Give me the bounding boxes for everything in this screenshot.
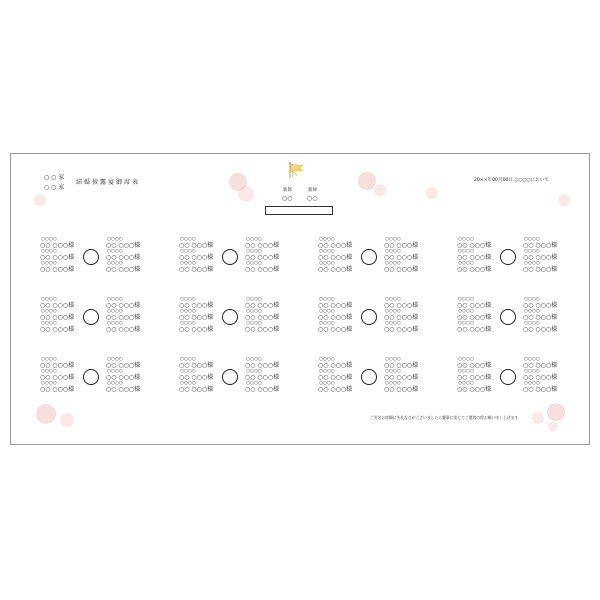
bokeh-decoration xyxy=(533,413,543,423)
guest-title: ○○○○ xyxy=(41,369,57,374)
guest-entry xyxy=(384,262,424,274)
guest-entry xyxy=(523,322,563,334)
guest-title: ○○○○ xyxy=(319,321,335,326)
guest-title: ○○○○ xyxy=(107,369,123,374)
guest-name: ○○ ○○○様 xyxy=(106,254,141,261)
guest-name: ○○ ○○○様 xyxy=(245,266,280,273)
guest-name: ○○ ○○○様 xyxy=(40,254,75,261)
guest-title: ○○○○ xyxy=(319,297,335,302)
guest-title: ○○○○ xyxy=(41,261,57,266)
guest-entry xyxy=(106,322,146,334)
bokeh-decoration xyxy=(359,173,375,189)
guest-name: ○○ ○○○様 xyxy=(384,326,419,333)
guest-title: ○○○○ xyxy=(41,357,57,362)
guest-entry xyxy=(106,262,146,274)
guest-name: ○○ ○○○様 xyxy=(40,374,75,381)
guest-name: ○○ ○○○様 xyxy=(318,266,353,273)
guest-entry xyxy=(457,382,497,394)
round-table-icon xyxy=(500,369,516,385)
round-table-icon xyxy=(361,309,377,325)
guest-name: ○○ ○○○様 xyxy=(523,266,558,273)
guest-entry xyxy=(40,382,80,394)
guest-name: ○○ ○○○様 xyxy=(318,326,353,333)
guest-name: ○○ ○○○様 xyxy=(457,362,492,369)
guest-title: ○○○○ xyxy=(458,369,474,374)
guest-name: ○○ ○○○様 xyxy=(179,302,214,309)
guest-name: ○○ ○○○様 xyxy=(523,362,558,369)
guest-title: ○○○○ xyxy=(458,249,474,254)
guest-name: ○○ ○○○様 xyxy=(457,302,492,309)
guest-name: ○○ ○○○様 xyxy=(40,314,75,321)
guest-title: ○○○○ xyxy=(180,381,196,386)
guest-name: ○○ ○○○様 xyxy=(245,374,280,381)
guest-title: ○○○○ xyxy=(180,237,196,242)
guest-name: ○○ ○○○様 xyxy=(106,242,141,249)
guest-title: ○○○○ xyxy=(41,381,57,386)
guest-title: ○○○○ xyxy=(319,357,335,362)
guest-entry xyxy=(106,382,146,394)
guest-title: ○○○○ xyxy=(41,297,57,302)
guest-title: ○○○○ xyxy=(107,297,123,302)
guest-name: ○○ ○○○様 xyxy=(179,386,214,393)
guest-title: ○○○○ xyxy=(458,321,474,326)
round-table-icon xyxy=(222,249,238,265)
bride-name: ○○ xyxy=(307,195,318,202)
guest-title: ○○○○ xyxy=(385,321,401,326)
guest-title: ○○○○ xyxy=(319,249,335,254)
guest-name: ○○ ○○○様 xyxy=(457,254,492,261)
bokeh-decoration xyxy=(61,414,73,426)
guest-title: ○○○○ xyxy=(180,297,196,302)
guest-entry xyxy=(318,382,358,394)
guest-title: ○○○○ xyxy=(180,357,196,362)
guest-name: ○○ ○○○様 xyxy=(179,326,214,333)
guest-title: ○○○○ xyxy=(524,297,540,302)
guest-title: ○○○○ xyxy=(246,357,262,362)
guest-name: ○○ ○○○様 xyxy=(384,254,419,261)
guest-entry xyxy=(457,262,497,274)
guest-title: ○○○○ xyxy=(385,297,401,302)
bokeh-decoration xyxy=(549,422,557,430)
round-table-icon xyxy=(83,249,99,265)
guest-entry xyxy=(318,262,358,274)
guest-title: ○○○○ xyxy=(524,357,540,362)
guest-name: ○○ ○○○様 xyxy=(523,242,558,249)
guest-name: ○○ ○○○様 xyxy=(179,362,214,369)
round-table-icon xyxy=(222,369,238,385)
guest-title: ○○○○ xyxy=(524,249,540,254)
guest-name: ○○ ○○○様 xyxy=(106,374,141,381)
guest-name: ○○ ○○○様 xyxy=(523,254,558,261)
guest-name: ○○ ○○○様 xyxy=(106,314,141,321)
guest-name: ○○ ○○○様 xyxy=(245,326,280,333)
guest-title: ○○○○ xyxy=(385,369,401,374)
guest-title: ○○○○ xyxy=(385,237,401,242)
guest-entry xyxy=(457,322,497,334)
guest-title: ○○○○ xyxy=(107,357,123,362)
round-table-icon xyxy=(361,249,377,265)
round-table-icon xyxy=(83,369,99,385)
guest-entry xyxy=(245,382,285,394)
guest-title: ○○○○ xyxy=(246,237,262,242)
guest-name: ○○ ○○○様 xyxy=(523,326,558,333)
guest-title: ○○○○ xyxy=(385,261,401,266)
guest-name: ○○ ○○○様 xyxy=(179,314,214,321)
guest-name: ○○ ○○○様 xyxy=(318,242,353,249)
guest-name: ○○ ○○○様 xyxy=(106,326,141,333)
groom-label: 新郎 xyxy=(283,188,292,193)
banner-illustration xyxy=(286,161,308,179)
guest-title: ○○○○ xyxy=(246,369,262,374)
guest-entry xyxy=(179,322,219,334)
guest-title: ○○○○ xyxy=(458,381,474,386)
guest-title: ○○○○ xyxy=(524,261,540,266)
round-table-icon xyxy=(222,309,238,325)
guest-name: ○○ ○○○様 xyxy=(384,302,419,309)
guest-name: ○○ ○○○様 xyxy=(384,266,419,273)
guest-name: ○○ ○○○様 xyxy=(40,362,75,369)
guest-name: ○○ ○○○様 xyxy=(318,302,353,309)
guest-title: ○○○○ xyxy=(458,309,474,314)
guest-name: ○○ ○○○様 xyxy=(384,362,419,369)
guest-name: ○○ ○○○様 xyxy=(318,362,353,369)
guest-name: ○○ ○○○様 xyxy=(40,302,75,309)
guest-entry xyxy=(40,322,80,334)
guest-name: ○○ ○○○様 xyxy=(106,386,141,393)
guest-title: ○○○○ xyxy=(524,369,540,374)
guest-title: ○○○○ xyxy=(180,309,196,314)
guest-table xyxy=(318,298,428,336)
guest-title: ○○○○ xyxy=(41,249,57,254)
guest-title: ○○○○ xyxy=(524,321,540,326)
guest-name: ○○ ○○○様 xyxy=(318,314,353,321)
guest-title: ○○○○ xyxy=(246,321,262,326)
guest-name: ○○ ○○○様 xyxy=(384,374,419,381)
guest-title: ○○○○ xyxy=(107,381,123,386)
groom-name: ○○ xyxy=(282,195,293,202)
guest-name: ○○ ○○○様 xyxy=(245,302,280,309)
footer-note: ご芳名お席順に失礼な点がございましたら慶事に免じてご寛容の程お願い申し上げます xyxy=(370,415,519,420)
guest-table xyxy=(457,298,567,336)
guest-name: ○○ ○○○様 xyxy=(457,326,492,333)
guest-entry xyxy=(384,382,424,394)
round-table-icon xyxy=(361,369,377,385)
guest-entry xyxy=(179,382,219,394)
guest-name: ○○ ○○○様 xyxy=(318,374,353,381)
guest-title: ○○○○ xyxy=(319,237,335,242)
guest-title: ○○○○ xyxy=(246,297,262,302)
bokeh-decoration xyxy=(375,185,385,195)
guest-title: ○○○○ xyxy=(107,309,123,314)
guest-table xyxy=(457,238,567,276)
head-table xyxy=(265,206,333,215)
guest-title: ○○○○ xyxy=(41,237,57,242)
guest-table xyxy=(179,298,289,336)
guest-name: ○○ ○○○様 xyxy=(457,242,492,249)
guest-entry xyxy=(523,382,563,394)
guest-title: ○○○○ xyxy=(246,381,262,386)
guest-entry xyxy=(245,262,285,274)
guest-title: ○○○○ xyxy=(458,357,474,362)
guest-entry xyxy=(179,262,219,274)
guest-table xyxy=(457,358,567,396)
family-name-2: ○ ○ 家 xyxy=(44,184,65,191)
guest-name: ○○ ○○○様 xyxy=(179,266,214,273)
guest-name: ○○ ○○○様 xyxy=(523,314,558,321)
guest-title: ○○○○ xyxy=(385,309,401,314)
guest-title: ○○○○ xyxy=(458,297,474,302)
guest-title: ○○○○ xyxy=(180,321,196,326)
guest-table xyxy=(318,238,428,276)
guest-title: ○○○○ xyxy=(180,369,196,374)
guest-name: ○○ ○○○様 xyxy=(179,254,214,261)
guest-name: ○○ ○○○様 xyxy=(106,362,141,369)
guest-title: ○○○○ xyxy=(319,381,335,386)
bokeh-decoration xyxy=(37,405,55,423)
guest-table xyxy=(179,238,289,276)
guest-table xyxy=(40,298,150,336)
guest-table xyxy=(40,358,150,396)
guest-entry xyxy=(245,322,285,334)
guest-title: ○○○○ xyxy=(41,321,57,326)
guest-name: ○○ ○○○様 xyxy=(384,386,419,393)
guest-name: ○○ ○○○様 xyxy=(179,374,214,381)
guest-name: ○○ ○○○様 xyxy=(40,386,75,393)
guest-name: ○○ ○○○様 xyxy=(245,362,280,369)
guest-name: ○○ ○○○様 xyxy=(457,314,492,321)
guest-name: ○○ ○○○様 xyxy=(318,254,353,261)
guest-title: ○○○○ xyxy=(180,261,196,266)
bride-label: 新婦 xyxy=(308,188,317,193)
guest-name: ○○ ○○○様 xyxy=(384,314,419,321)
guest-title: ○○○○ xyxy=(107,261,123,266)
bokeh-decoration xyxy=(35,195,45,205)
guest-title: ○○○○ xyxy=(385,249,401,254)
chart-title: 結婚披露宴御席表 xyxy=(76,179,141,186)
bokeh-decoration xyxy=(548,404,564,420)
guest-name: ○○ ○○○様 xyxy=(106,302,141,309)
guest-title: ○○○○ xyxy=(246,261,262,266)
guest-title: ○○○○ xyxy=(319,261,335,266)
guest-title: ○○○○ xyxy=(319,309,335,314)
guest-title: ○○○○ xyxy=(458,237,474,242)
round-table-icon xyxy=(500,249,516,265)
guest-name: ○○ ○○○様 xyxy=(245,254,280,261)
guest-title: ○○○○ xyxy=(385,381,401,386)
round-table-icon xyxy=(83,309,99,325)
guest-name: ○○ ○○○様 xyxy=(40,266,75,273)
guest-name: ○○ ○○○様 xyxy=(457,374,492,381)
guest-title: ○○○○ xyxy=(524,309,540,314)
guest-table xyxy=(318,358,428,396)
bokeh-decoration xyxy=(559,195,569,205)
guest-name: ○○ ○○○様 xyxy=(40,242,75,249)
guest-name: ○○ ○○○様 xyxy=(245,242,280,249)
family-name-1: ○ ○ 家 xyxy=(44,174,65,181)
guest-name: ○○ ○○○様 xyxy=(40,326,75,333)
guest-title: ○○○○ xyxy=(107,237,123,242)
guest-name: ○○ ○○○様 xyxy=(318,386,353,393)
date-venue: 20××年00月00日 ○○○○において xyxy=(474,178,549,183)
guest-entry xyxy=(384,322,424,334)
guest-name: ○○ ○○○様 xyxy=(523,374,558,381)
round-table-icon xyxy=(500,309,516,325)
guest-name: ○○ ○○○様 xyxy=(245,314,280,321)
guest-title: ○○○○ xyxy=(41,309,57,314)
guest-name: ○○ ○○○様 xyxy=(384,242,419,249)
guest-entry xyxy=(523,262,563,274)
bokeh-decoration xyxy=(239,187,253,201)
bokeh-decoration xyxy=(427,188,437,198)
guest-table xyxy=(179,358,289,396)
guest-name: ○○ ○○○様 xyxy=(523,386,558,393)
guest-name: ○○ ○○○様 xyxy=(457,386,492,393)
guest-name: ○○ ○○○様 xyxy=(106,266,141,273)
guest-title: ○○○○ xyxy=(246,309,262,314)
guest-name: ○○ ○○○様 xyxy=(245,386,280,393)
guest-title: ○○○○ xyxy=(524,381,540,386)
guest-name: ○○ ○○○様 xyxy=(457,266,492,273)
guest-title: ○○○○ xyxy=(319,369,335,374)
guest-name: ○○ ○○○様 xyxy=(179,242,214,249)
guest-title: ○○○○ xyxy=(524,237,540,242)
guest-title: ○○○○ xyxy=(458,261,474,266)
guest-title: ○○○○ xyxy=(107,249,123,254)
guest-table xyxy=(40,238,150,276)
guest-title: ○○○○ xyxy=(107,321,123,326)
guest-name: ○○ ○○○様 xyxy=(523,302,558,309)
guest-entry xyxy=(40,262,80,274)
guest-entry xyxy=(318,322,358,334)
guest-title: ○○○○ xyxy=(180,249,196,254)
guest-title: ○○○○ xyxy=(246,249,262,254)
guest-title: ○○○○ xyxy=(385,357,401,362)
